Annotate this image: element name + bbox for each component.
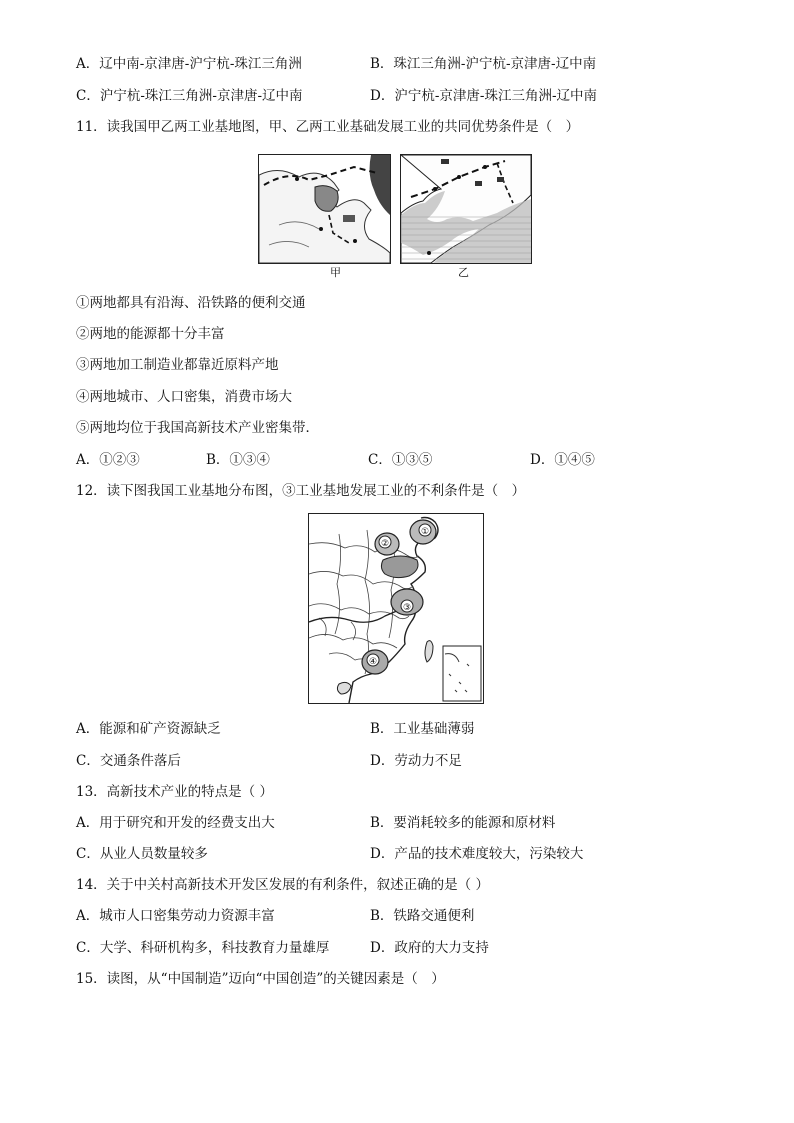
q10-option-b[interactable]: B．珠江三角洲-沪宁杭-京津唐-辽中南: [370, 56, 597, 72]
q11-statement-1: ①两地都具有沿海、沿铁路的便利交通: [76, 295, 306, 311]
q13-stem: 13．高新技术产业的特点是（ ）: [76, 784, 273, 800]
q11-statement-3: ③两地加工制造业都靠近原料产地: [76, 357, 279, 373]
q13-option-d[interactable]: D．产品的技术难度较大，污染较大: [370, 846, 584, 862]
q14-option-b[interactable]: B．铁路交通便利: [370, 908, 475, 924]
q12-option-b[interactable]: B．工业基础薄弱: [370, 721, 475, 737]
q11-map-yi: [400, 154, 532, 264]
q11-map-yi-caption: 乙: [458, 266, 469, 279]
q12-option-a[interactable]: A．能源和矿产资源缺乏: [76, 721, 221, 737]
q11-option-a[interactable]: A．①②③: [76, 452, 140, 468]
base-label-4: ④: [368, 657, 378, 667]
q15-stem: 15．读图，从“中国制造”迈向“中国创造”的关键因素是（ ）: [76, 971, 445, 987]
q11-stem: 11．读我国甲乙两工业基地图，甲、乙两工业基础发展工业的共同优势条件是（ ）: [76, 119, 580, 135]
q10-option-d[interactable]: D．沪宁杭-京津唐-珠江三角洲-辽中南: [370, 88, 598, 104]
q14-option-c[interactable]: C．大学、科研机构多，科技教育力量雄厚: [76, 940, 330, 956]
base-label-1: ①: [420, 527, 430, 537]
q13-option-c[interactable]: C．从业人员数量较多: [76, 846, 208, 862]
q11-statement-4: ④两地城市、人口密集，消费市场大: [76, 389, 292, 405]
base-label-2: ②: [380, 539, 390, 549]
q14-stem: 14．关于中关村高新技术开发区发展的有利条件，叙述正确的是（ ）: [76, 877, 489, 893]
q10-option-c[interactable]: C．沪宁杭-珠江三角洲-京津唐-辽中南: [76, 88, 303, 104]
q14-option-a[interactable]: A．城市人口密集劳动力资源丰富: [76, 908, 275, 924]
q11-map-jia: [258, 154, 391, 264]
q14-option-d[interactable]: D．政府的大力支持: [370, 940, 489, 956]
q11-statement-5: ⑤两地均位于我国高新技术产业密集带．: [76, 420, 319, 436]
q12-option-c[interactable]: C．交通条件落后: [76, 753, 181, 769]
q12-china-industrial-map: [308, 513, 484, 704]
q11-map-jia-caption: 甲: [330, 266, 341, 279]
q12-option-d[interactable]: D．劳动力不足: [370, 753, 462, 769]
q13-option-b[interactable]: B．要消耗较多的能源和原材料: [370, 815, 556, 831]
q10-option-a[interactable]: A．辽中南-京津唐-沪宁杭-珠江三角洲: [76, 56, 302, 72]
q12-stem: 12．读下图我国工业基地分布图，③工业基地发展工业的不利条件是（ ）: [76, 483, 526, 499]
q11-statement-2: ②两地的能源都十分丰富: [76, 326, 225, 342]
q13-option-a[interactable]: A．用于研究和开发的经费支出大: [76, 815, 275, 831]
q11-option-c[interactable]: C．①③⑤: [368, 452, 433, 468]
q11-option-b[interactable]: B．①③④: [206, 452, 270, 468]
q11-option-d[interactable]: D．①④⑤: [530, 452, 595, 468]
base-label-3: ③: [402, 603, 412, 613]
